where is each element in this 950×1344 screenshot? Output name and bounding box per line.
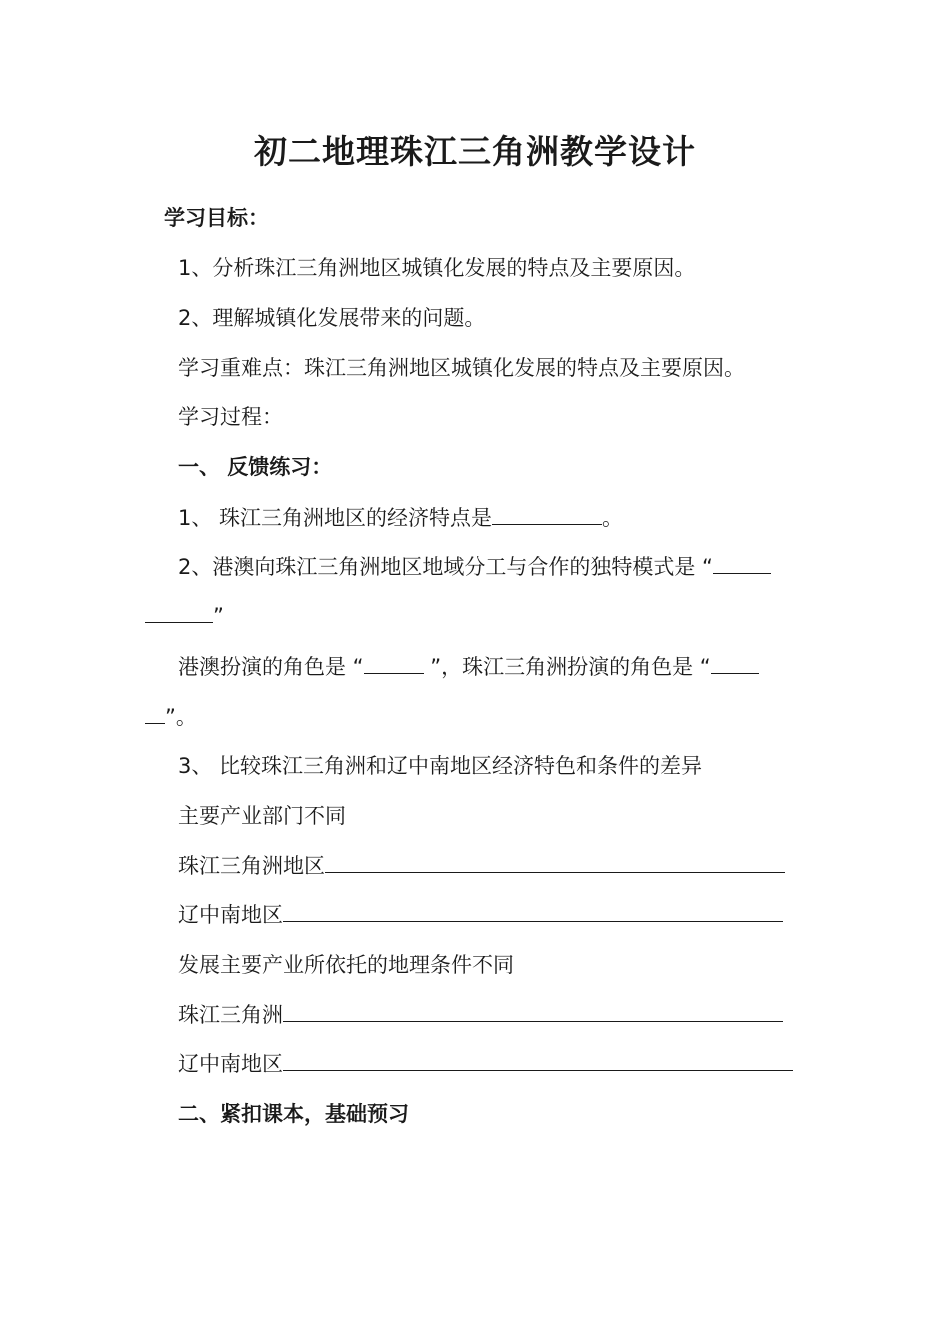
section-2-heading: 二、紧扣课本，基础预习 [178,1102,409,1126]
conditions-ln-label: 辽中南地区 [178,1052,283,1076]
question-1-end: 。 [602,506,624,530]
process-heading: 学习过程： [178,405,283,429]
question-2b-mid: ”，珠江三角洲扮演的角色是 “ [423,655,711,679]
conditions-heading: 发展主要产业所依托的地理条件不同 [178,953,514,977]
key-points: 学习重难点：珠江三角洲地区城镇化发展的特点及主要原因。 [178,356,745,380]
question-2-text: 2、港澳向珠江三角洲地区地域分工与合作的独特模式是 “ [178,555,713,579]
question-2-end: ” [213,604,224,628]
answer-blank[interactable] [283,899,783,922]
conditions-prd-row [178,999,783,1031]
question-1 [178,502,623,534]
industry-ln-row [178,899,783,931]
question-1-text: 1、 珠江三角洲地区的经济特点是 [178,506,493,530]
industry-heading: 主要产业部门不同 [178,804,346,828]
goal-item-1: 1、分析珠江三角洲地区城镇化发展的特点及主要原因。 [178,256,696,280]
question-2b-end: ”。 [165,705,197,729]
answer-blank[interactable] [711,651,759,674]
answer-blank[interactable] [283,1048,793,1071]
conditions-ln-row [178,1048,793,1080]
goal-item-2: 2、理解城镇化发展带来的问题。 [178,306,486,330]
conditions-prd-label: 珠江三角洲 [178,1003,283,1027]
question-2b-text: 港澳扮演的角色是 “ [178,655,364,679]
question-2-continued [145,600,224,632]
question-2b-continued [145,701,197,733]
question-2 [178,551,771,583]
industry-ln-label: 辽中南地区 [178,903,283,927]
document-title: 初二地理珠江三角洲教学设计 [254,132,696,171]
answer-blank[interactable] [145,701,165,724]
question-3: 3、 比较珠江三角洲和辽中南地区经济特色和条件的差异 [178,754,703,778]
answer-blank[interactable] [492,502,602,525]
question-2b [178,651,759,683]
answer-blank[interactable] [713,551,771,574]
goals-heading: 学习目标： [164,206,269,230]
section-1-heading: 一、 反馈练习： [178,455,333,479]
industry-prd-label: 珠江三角洲地区 [178,854,325,878]
answer-blank[interactable] [145,600,213,623]
answer-blank[interactable] [325,850,785,873]
answer-blank[interactable] [283,999,783,1022]
industry-prd-row [178,850,785,882]
answer-blank[interactable] [364,651,424,674]
